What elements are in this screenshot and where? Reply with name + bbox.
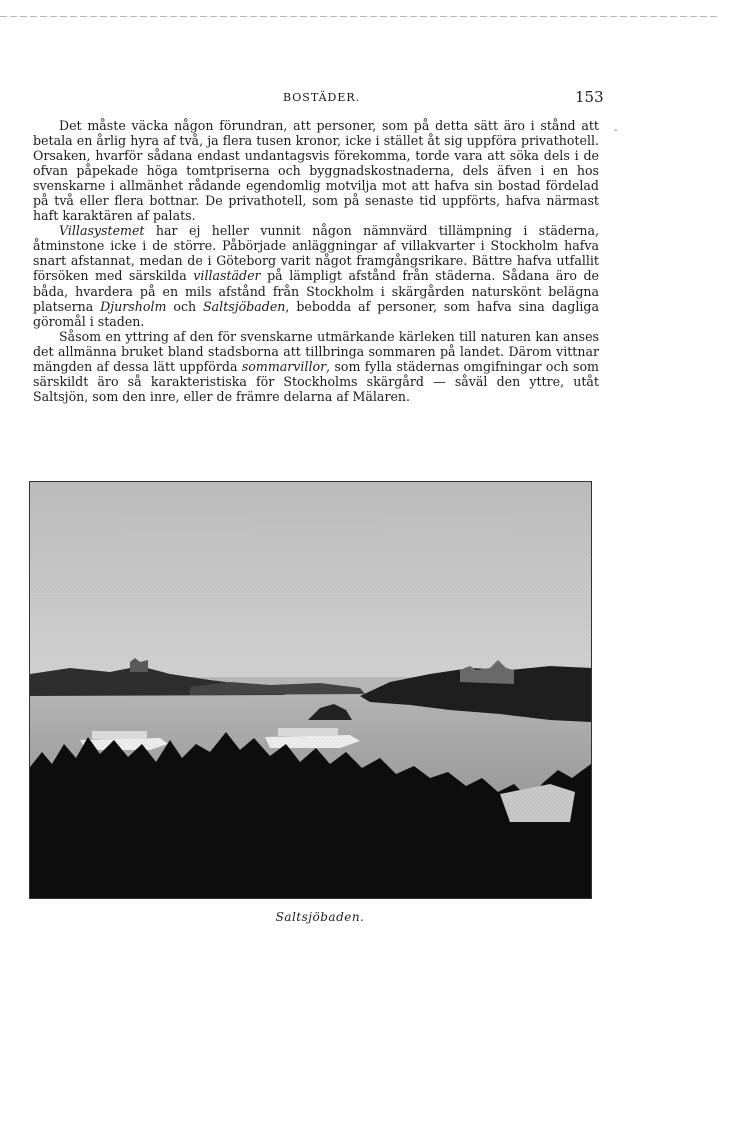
photograph-saltsjobaden	[29, 481, 592, 899]
italic-run: Villasystemet	[59, 223, 145, 239]
margin-mark: -	[614, 125, 618, 136]
text-run: , bebodda af personer, som hafva sina dagliga göromål i staden.	[33, 298, 599, 329]
paragraph	[33, 118, 599, 223]
text-run: Såsom en yttring af den för svenskarne utmärkande kärleken till naturen kan anses det allmänna bruket bland stadsborna att tillbringa sommaren på landet. Därom vittnar mängden af dessa lätt uppförda	[33, 328, 599, 374]
page-header	[0, 88, 736, 110]
page-number: 153	[575, 88, 604, 106]
top-dashed-rule	[0, 16, 720, 17]
text-run: på lämpligt afstånd från städerna. Sådana äro de båda, hvardera på en mils afstånd från Stockholm i skärgården naturskönt belägna platserna	[33, 268, 599, 314]
italic-run: sommarvillor	[241, 358, 327, 374]
text-run: , som fylla städernas omgifningar och som särskildt äro så karakteristiska för Stockholms skärgård — såväl den yttre, utåt Saltsjön, som den inre, eller de främre delarna af Mälaren.	[33, 358, 599, 404]
italic-run: Saltsjöbaden	[203, 298, 286, 314]
text-run: har ej heller vunnit någon nämnvärd tillämpning i städerna, åtminstone icke i de större. Påbörjade anläggningar af villakvarter i Stockholm hafva snart afstannat, medan de i Göteborg varit något framgångsrikare. Bättre hafva utfallit försöken med särskilda	[33, 223, 599, 284]
italic-run: villastäder	[193, 268, 261, 284]
text-run: och	[166, 298, 204, 314]
photo-illustration	[30, 482, 591, 898]
paragraph	[33, 223, 599, 328]
body-text	[33, 118, 599, 404]
running-head: BOSTÄDER.	[283, 91, 361, 104]
italic-run: Djursholm	[100, 298, 167, 314]
paragraph	[33, 329, 599, 404]
film-grain	[30, 482, 591, 898]
figure-caption: Saltsjöbaden.	[275, 910, 365, 924]
text-run: Det måste väcka någon förundran, att personer, som på detta sätt äro i stånd att betala en årlig hyra af två, ja flera tusen kronor, icke i stället åt sig uppföra privathotell. Orsaken, hvarför sådana endast undantagsvis förekomma, torde vara att söka dels i de ofvan påpekade höga tomtpriserna och byggnadskostnaderna, dels äfven i en hos svenskarne i allmänhet rådande egendomlig motvilja mot att hafva sin bostad fördelad på två eller flera bottnar. De privathotell, som på senaste tid uppförts, hafva närmast haft karaktären af palats.	[33, 118, 599, 224]
